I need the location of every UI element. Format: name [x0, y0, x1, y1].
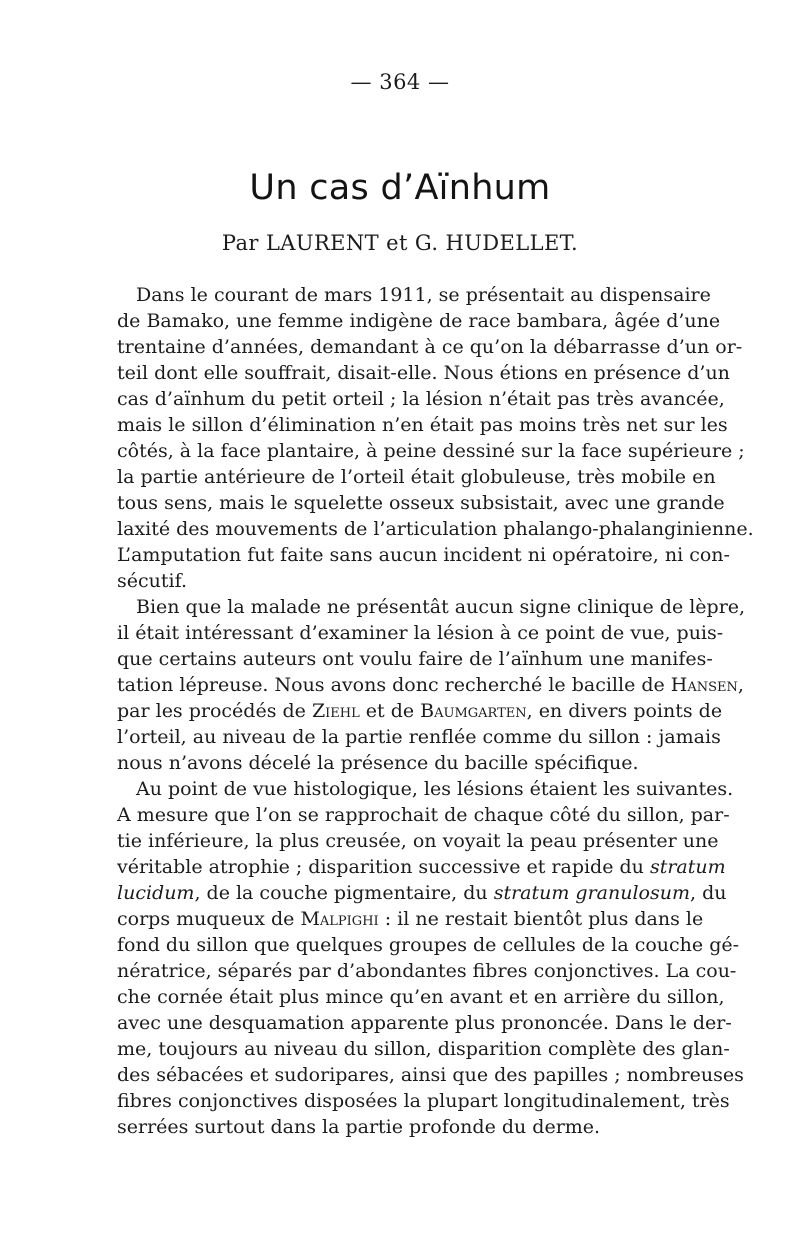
text-line: [117, 1088, 730, 1114]
text-line: [117, 542, 730, 568]
line-text: cas d’aïnhum du petit orteil ; la lésion n’était pas très avancée,: [117, 388, 725, 410]
line-text: L’amputation fut faite sans aucun incident ni opératoire, ni con-: [117, 544, 730, 566]
article-title: Un cas d’Aïnhum: [249, 168, 551, 208]
text-line: [117, 1062, 744, 1088]
line-text: nous n’avons décelé la présence du bacille spécifique.: [117, 752, 639, 774]
line-text: avec une desquamation apparente plus prononcée. Dans le der-: [117, 1012, 732, 1034]
text-line: [117, 646, 713, 672]
text-line: [117, 308, 721, 334]
line-text: la partie antérieure de l’orteil était globuleuse, très mobile en: [117, 466, 716, 488]
line-text: l’orteil, au niveau de la partie renflée comme du sillon : jamais: [117, 726, 721, 748]
line-text: A mesure que l’on se rapprochait de chaque côté du sillon, par-: [117, 804, 730, 826]
line-text: teil dont elle souffrait, disait-elle. Nous étions en présence d’un: [117, 362, 730, 384]
line-text: tie inférieure, la plus creusée, on voyait la peau présenter une: [117, 830, 719, 852]
small-caps-name: Malpighi: [300, 908, 379, 930]
line-text: ,: [737, 674, 744, 696]
line-text: de Bamako, une femme indigène de race bambara, âgée d’une: [117, 310, 721, 332]
text-line: [117, 490, 725, 516]
line-text: , en divers points de: [526, 700, 723, 722]
text-line: [117, 672, 744, 698]
italic-term: lucidum: [117, 882, 195, 904]
line-text: nératrice, séparés par d’abondantes fibres conjonctives. La cou-: [117, 960, 737, 982]
text-line: [117, 776, 734, 802]
text-line: [117, 386, 725, 412]
text-line: [117, 750, 689, 776]
line-text: che cornée était plus mince qu’en avant et en arrière du sillon,: [117, 986, 725, 1008]
line-text: et de: [359, 700, 421, 722]
text-line: [117, 516, 754, 542]
line-text: , de la couche pigmentaire, du: [194, 882, 494, 904]
byline-conjunction: et: [386, 231, 408, 255]
article-byline: [0, 231, 800, 255]
text-line: [117, 412, 728, 438]
text-line: [117, 854, 726, 880]
text-line: [117, 958, 737, 984]
text-line: [117, 1114, 689, 1140]
line-text: , du: [689, 882, 727, 904]
text-line: [117, 334, 743, 360]
line-text: Bien que la malade ne présentât aucun signe clinique de lèpre,: [136, 596, 746, 618]
small-caps-name: Baumgarten: [420, 700, 527, 722]
paragraph: [117, 282, 754, 594]
text-line: [117, 464, 716, 490]
text-line: [117, 906, 704, 932]
paragraph: [117, 594, 746, 776]
line-text: fibres conjonctives disposées la plupart longitudinalement, très: [117, 1090, 730, 1112]
text-line: [117, 932, 740, 958]
line-text: fond du sillon que quelques groupes de cellules de la couche gé-: [117, 934, 740, 956]
line-text: sécutif.: [117, 570, 187, 592]
text-line: [117, 1010, 732, 1036]
line-text: il était intéressant d’examiner la lésion à ce point de vue, puis-: [117, 622, 724, 644]
page-number: — 364 —: [350, 70, 450, 94]
line-text: des sébacées et sudoripares, ainsi que des papilles ; nombreuses: [117, 1064, 744, 1086]
author-hudellet: G. HUDELLET.: [414, 231, 579, 255]
text-line: [117, 724, 721, 750]
author-laurent: LAURENT: [265, 231, 380, 255]
line-text: serrées surtout dans la partie profonde du derme.: [117, 1116, 601, 1138]
paragraph: [117, 776, 744, 1140]
text-line: [117, 698, 723, 724]
text-line: [117, 568, 689, 594]
line-text: que certains auteurs ont voulu faire de l’aïnhum une manifes-: [117, 648, 713, 670]
small-caps-name: Ziehl: [311, 700, 360, 722]
line-text: : il ne restait bientôt plus dans le: [378, 908, 704, 930]
line-text: Au point de vue histologique, les lésions étaient les suivantes.: [136, 778, 734, 800]
text-line: [117, 1036, 730, 1062]
line-text: Dans le courant de mars 1911, se présentait au dispensaire: [136, 284, 711, 306]
line-text: trentaine d’années, demandant à ce qu’on la débarrasse d’un or-: [117, 336, 743, 358]
text-line: [117, 620, 724, 646]
text-line: [117, 360, 730, 386]
small-caps-name: Hansen: [670, 674, 738, 696]
article-body: [117, 282, 754, 1140]
byline-prefix: Par: [221, 231, 259, 255]
text-line: [117, 594, 746, 620]
line-text: laxité des mouvements de l’articulation phalango-phalanginienne.: [117, 518, 754, 540]
text-line: [117, 880, 727, 906]
line-text: me, toujours au niveau du sillon, disparition complète des glan-: [117, 1038, 730, 1060]
line-text: véritable atrophie ; disparition successive et rapide du: [117, 856, 650, 878]
text-line: [117, 984, 725, 1010]
text-line: [117, 802, 730, 828]
line-text: côtés, à la face plantaire, à peine dessiné sur la face supérieure ;: [117, 440, 745, 462]
line-text: corps muqueux de: [117, 908, 301, 930]
line-text: tous sens, mais le squelette osseux subsistait, avec une grande: [117, 492, 725, 514]
text-line: [117, 438, 745, 464]
line-text: tation lépreuse. Nous avons donc recherché le bacille de: [117, 674, 671, 696]
text-line: [117, 828, 719, 854]
italic-term: stratum: [649, 856, 726, 878]
text-line: [117, 282, 711, 308]
line-text: mais le sillon d’élimination n’en était pas moins très net sur les: [117, 414, 728, 436]
italic-term: stratum granulosum: [493, 882, 690, 904]
line-text: par les procédés de: [117, 700, 312, 722]
